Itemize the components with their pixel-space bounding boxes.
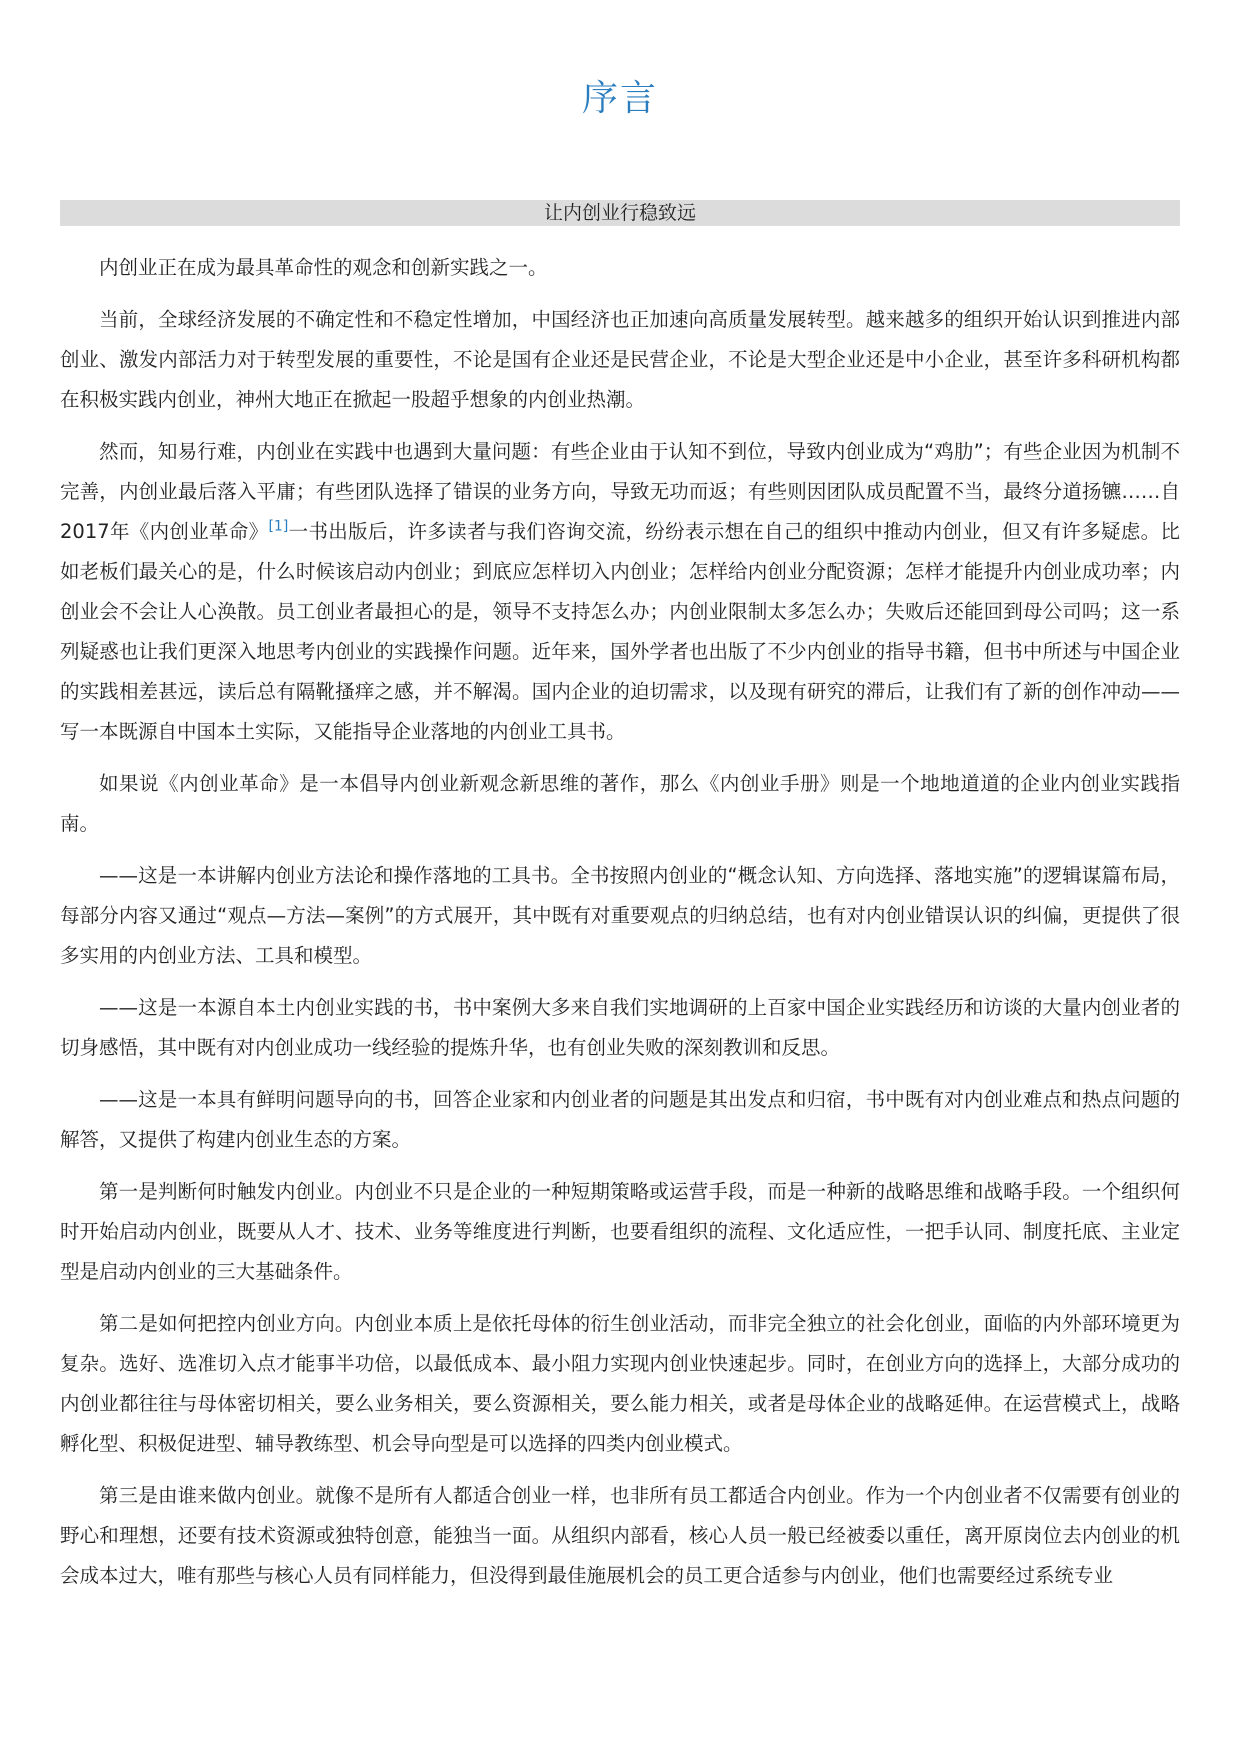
paragraph: 如果说《内创业革命》是一本倡导内创业新观念新思维的著作，那么《内创业手册》则是一个地地道道的企业内创业实践指南。: [60, 772, 1180, 835]
paragraph: 第一是判断何时触发内创业。内创业不只是企业的一种短期策略或运营手段，而是一种新的战略思维和战略手段。一个组织何时开始启动内创业，既要从人才、技术、业务等维度进行判断，也要看组织的流程、文化适应性，一把手认同、制度托底、主业定型是启动内创业的三大基础条件。: [60, 1180, 1180, 1283]
page-title: 序言: [581, 78, 658, 119]
footnote-link[interactable]: [1]: [268, 518, 289, 535]
paragraph: ——这是一本源自本土内创业实践的书，书中案例大多来自我们实地调研的上百家中国企业实践经历和访谈的大量内创业者的切身感悟，其中既有对内创业成功一线经验的提炼升华，也有创业失败的深刻教训和反思。: [60, 996, 1180, 1059]
paragraph: ——这是一本讲解内创业方法论和操作落地的工具书。全书按照内创业的“概念认知、方向选择、落地实施”的逻辑谋篇布局，每部分内容又通过“观点—方法—案例”的方式展开，其中既有对重要观点的归纳总结，也有对内创业错误认识的纠偏，更提供了很多实用的内创业方法、工具和模型。: [60, 864, 1180, 967]
paragraph: 第三是由谁来做内创业。就像不是所有人都适合创业一样，也非所有员工都适合内创业。作为一个内创业者不仅需要有创业的野心和理想，还要有技术资源或独特创意，能独当一面。从组织内部看，核心人员一般已经被委以重任，离开原岗位去内创业的机会成本过大，唯有那些与核心人员有同样能力，但没得到最佳施展机会的员工更合适参与内创业，他们也需要经过系统专业: [60, 1484, 1180, 1587]
paragraph-text: 一书出版后，许多读者与我们咨询交流，纷纷表示想在自己的组织中推动内创业，但又有许多疑虑。比如老板们最关心的是，什么时候该启动内创业；到底应怎样切入内创业；怎样给内创业分配资源；怎样才能提升内创业成功率；内创业会不会让人心涣散。员工创业者最担心的是，领导不支持怎么办；内创业限制太多怎么办；失败后还能回到母公司吗；这一系列疑惑也让我们更深入地思考内创业的实践操作问题。近年来，国外学者也出版了不少内创业的指导书籍，但书中所述与中国企业的实践相差甚远，读后总有隔靴搔痒之感，并不解渴。国内企业的迫切需求，以及现有研究的滞后，让我们有了新的创作冲动——写一本既源自中国本土实际，又能指导企业落地的内创业工具书。: [60, 520, 1180, 743]
paragraph: [60, 432, 1180, 752]
paragraph: 内创业正在成为最具革命性的观念和创新实践之一。: [99, 256, 548, 279]
paragraph-text: 然而，知易行难，内创业在实践中也遇到大量问题：有些企业由于认知不到位，导致内创业成为“鸡肋”；有些企业因为机制不完善，内创业最后落入平庸；有些团队选择了错误的业务方向，导致无功而返；有些则因团队成员配置不当，最终分道扬镳……自2017年《内创业革命》: [60, 440, 1180, 543]
section-banner: 让内创业行稳致远: [60, 200, 1180, 226]
body-text: [60, 248, 1180, 1608]
paragraph: 第二是如何把控内创业方向。内创业本质上是依托母体的衍生创业活动，而非完全独立的社会化创业，面临的内外部环境更为复杂。选好、选准切入点才能事半功倍，以最低成本、最小阻力实现内创业快速起步。同时，在创业方向的选择上，大部分成功的内创业都往往与母体密切相关，要么业务相关，要么资源相关，要么能力相关，或者是母体企业的战略延伸。在运营模式上，战略孵化型、积极促进型、辅导教练型、机会导向型是可以选择的四类内创业模式。: [60, 1312, 1180, 1455]
paragraph: 当前，全球经济发展的不确定性和不稳定性增加，中国经济也正加速向高质量发展转型。越来越多的组织开始认识到推进内部创业、激发内部活力对于转型发展的重要性，不论是国有企业还是民营企业，不论是大型企业还是中小企业，甚至许多科研机构都在积极实践内创业，神州大地正在掀起一股超乎想象的内创业热潮。: [60, 308, 1180, 411]
paragraph: ——这是一本具有鲜明问题导向的书，回答企业家和内创业者的问题是其出发点和归宿，书中既有对内创业难点和热点问题的解答，又提供了构建内创业生态的方案。: [60, 1088, 1180, 1151]
